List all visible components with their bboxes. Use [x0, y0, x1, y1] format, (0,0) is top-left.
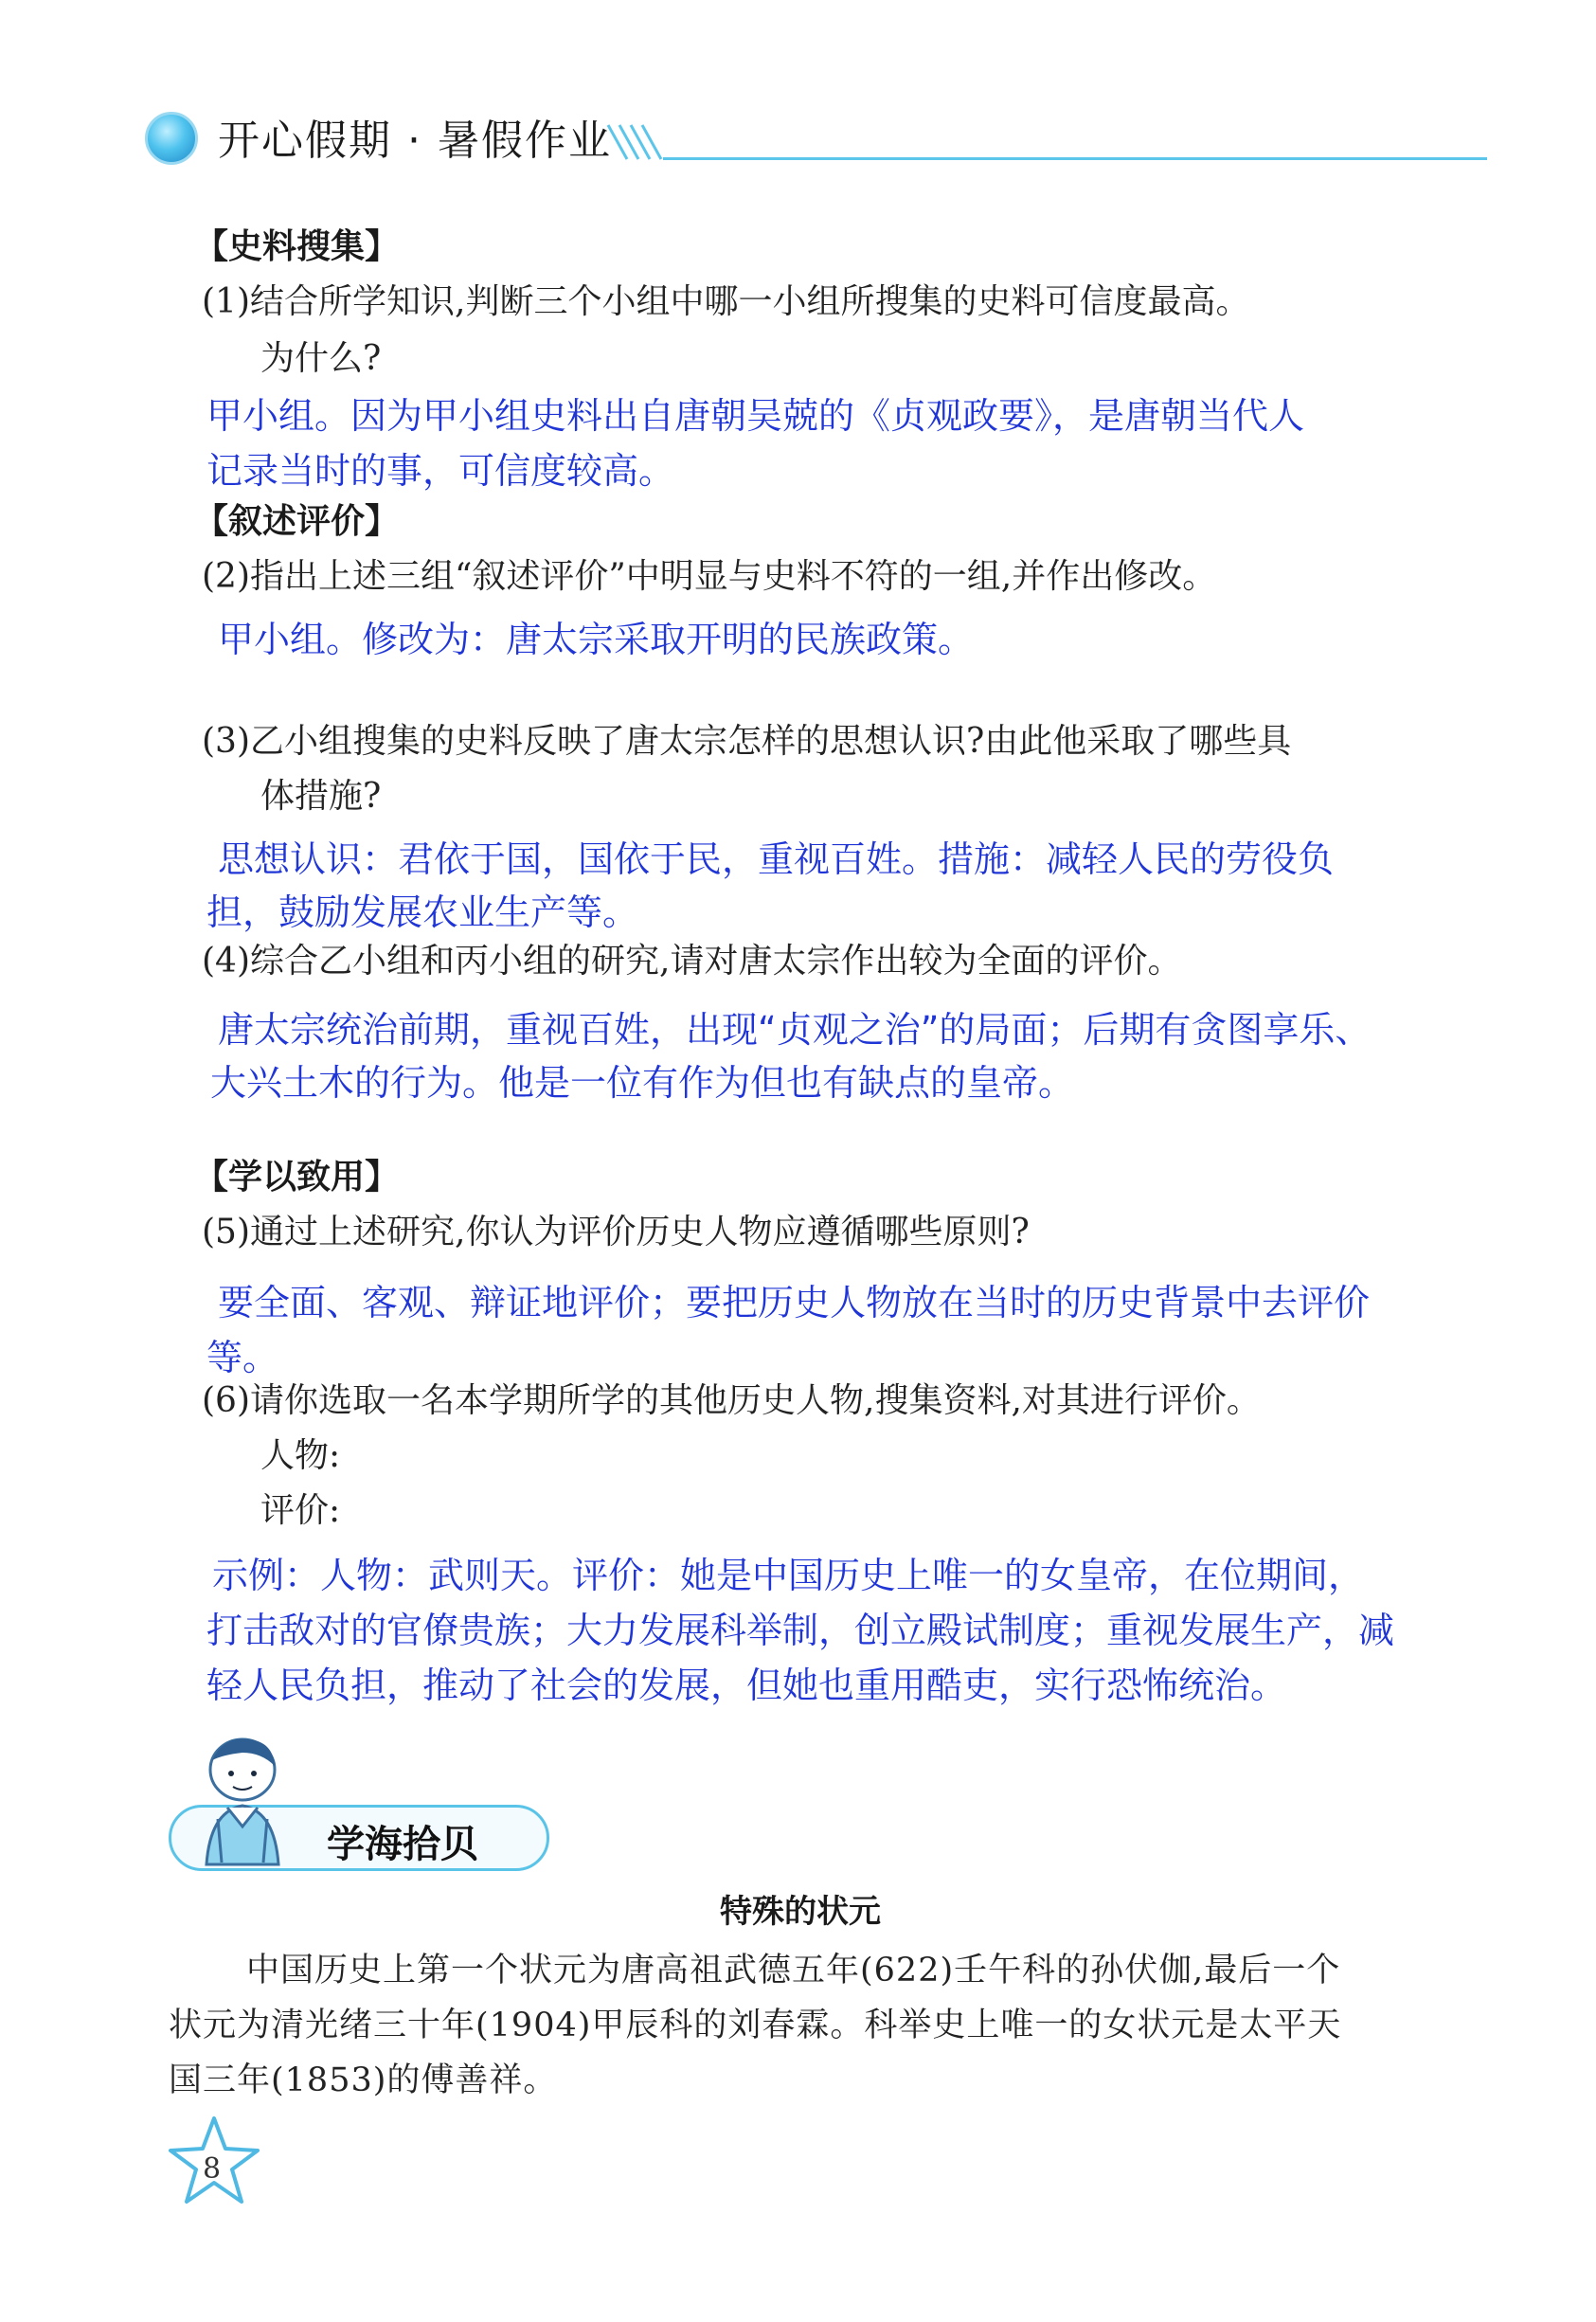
question-6-line-1: (6)请你选取一名本学期所学的其他历史人物,搜集资料,对其进行评价。	[202, 1381, 1261, 1420]
question-2-line-1: (2)指出上述三组“叙述评价”中明显与史料不符的一组,并作出修改。	[202, 557, 1217, 596]
section-title-3: 【学以致用】	[194, 1158, 400, 1197]
page-number: 8	[203, 2152, 222, 2186]
article-line-3: 国三年(1853)的傅善祥。	[169, 2061, 558, 2099]
answer-4-line-2: 大兴土木的行为。他是一位有作为但也有缺点的皇帝。	[210, 1062, 1075, 1104]
section-title-2: 【叙述评价】	[194, 502, 400, 541]
answer-1-line-1: 甲小组。因为甲小组史料出自唐朝吴兢的《贞观政要》，是唐朝当代人	[206, 395, 1305, 437]
student-boy-icon	[186, 1732, 299, 1874]
question-3-line-2: 体措施?	[260, 777, 382, 816]
answer-5-line-2: 等。	[206, 1337, 279, 1378]
answer-6-line-2: 打击敌对的官僚贵族；大力发展科举制，创立殿试制度；重视发展生产，减	[206, 1610, 1395, 1651]
article-line-1: 中国历史上第一个状元为唐高祖武德五年(622)壬午科的孙伏伽,最后一个	[246, 1952, 1341, 1989]
header-circle-icon	[145, 112, 198, 165]
question-3-line-1: (3)乙小组搜集的史料反映了唐太宗怎样的思想认识?由此他采取了哪些具	[202, 722, 1292, 761]
section-title-1: 【史料搜集】	[194, 227, 400, 266]
answer-5-line-1: 要全面、客观、辩证地评价；要把历史人物放在当时的历史背景中去评价	[218, 1282, 1371, 1323]
question-1-line-2: 为什么?	[260, 339, 382, 378]
question-6-eval-label: 评价:	[260, 1491, 341, 1530]
question-5-line-1: (5)通过上述研究,你认为评价历史人物应遵循哪些原则?	[202, 1213, 1030, 1251]
answer-1-line-2: 记录当时的事，可信度较高。	[206, 450, 675, 492]
header-rule	[663, 157, 1487, 160]
answer-6-line-3: 轻人民负担，推动了社会的发展，但她也重用酷吏，实行恐怖统治。	[206, 1665, 1287, 1706]
answer-3-line-1: 思想认识：君依于国，国依于民，重视百姓。措施：减轻人民的劳役负	[218, 838, 1335, 880]
question-6-person-label: 人物:	[260, 1436, 341, 1475]
header-title: 开心假期 · 暑假作业	[218, 117, 612, 165]
answer-4-line-1: 唐太宗统治前期，重视百姓，出现“贞观之治”的局面；后期有贪图享乐、	[218, 1009, 1372, 1051]
question-4-line-1: (4)综合乙小组和丙小组的研究,请对唐太宗作出较为全面的评价。	[202, 942, 1182, 981]
answer-6-line-1: 示例：人物：武则天。评价：她是中国历史上唯一的女皇帝，在位期间，	[212, 1555, 1365, 1596]
article-title: 特殊的状元	[720, 1893, 881, 1931]
article-line-2: 状元为清光绪三十年(1904)甲辰科的刘春霖。科举史上唯一的女状元是太平天	[169, 2007, 1342, 2044]
banner-label: 学海拾贝	[327, 1823, 478, 1866]
answer-2-line-1: 甲小组。修改为：唐太宗采取开明的民族政策。	[218, 619, 975, 660]
question-1-line-1: (1)结合所学知识,判断三个小组中哪一小组所搜集的史料可信度最高。	[202, 282, 1250, 321]
answer-3-line-2: 担，鼓励发展农业生产等。	[206, 891, 639, 933]
